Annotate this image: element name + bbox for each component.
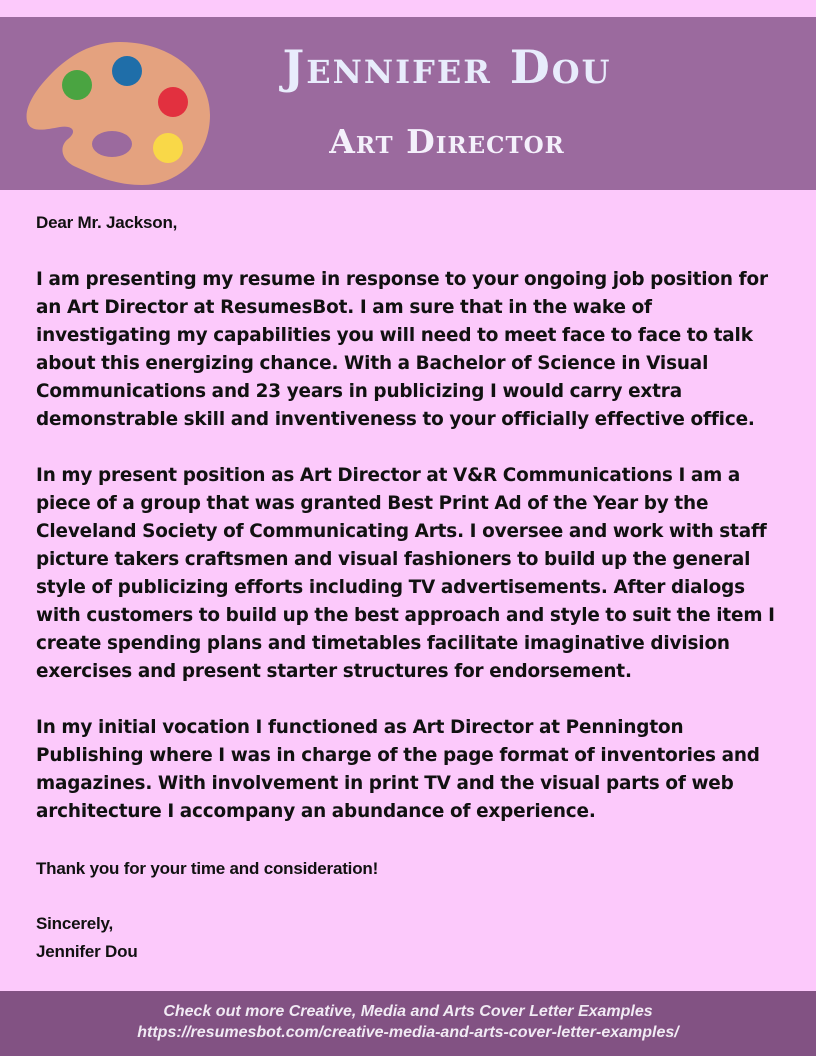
paragraph-current-role: In my present position as Art Director at V&R Communications I am a piece of a group that was granted Best Print Ad of the Year by the Cleveland Society of Communicating Arts. I oversee and work with staff picture takers craftsmen and visual fashioners to build up the general style of publicizing efforts including TV advertisements. After dialogs with customers to build up the best approach and style to suit the item I create spending plans and timetables facilitate imaginative division exercises and present starter structures for endorsement. [36, 465, 775, 682]
footer-link[interactable]: https://resumesbot.com/creative-media-and-arts-cover-letter-examples/ [137, 1024, 679, 1041]
signature-name: Jennifer Dou [36, 942, 138, 961]
header-band [0, 17, 816, 190]
footer-promo-text: Check out more Creative, Media and Arts Cover Letter Examples [163, 1003, 653, 1020]
thanks-line: Thank you for your time and consideration! [36, 859, 379, 878]
paragraph-intro: I am presenting my resume in response to your ongoing job position for an Art Director at ResumesBot. I am sure that in the wake of investigating my capabilities you will need to meet face to face to talk about this energizing chance. With a Bachelor of Science in Visual Communications and 23 years in publicizing I would carry extra demonstrable skill and inventiveness to your officially effective office. [36, 269, 768, 430]
applicant-name: Jennifer Dou [282, 40, 612, 94]
paint-red [158, 87, 188, 117]
paint-yellow [153, 133, 183, 163]
salutation: Dear Mr. Jackson, [36, 213, 178, 232]
palette-thumb-hole [92, 131, 132, 157]
palette-icon [22, 37, 212, 187]
job-title: Art Director [329, 122, 565, 161]
paint-green [62, 70, 92, 100]
top-strip [0, 0, 816, 17]
closing: Sincerely, [36, 914, 114, 933]
letter-body [36, 208, 788, 966]
footer-band [0, 991, 816, 1056]
paragraph-previous-role: In my initial vocation I functioned as Art Director at Pennington Publishing where I was in charge of the page format of inventories and magazines. With involvement in print TV and the visual parts of web architecture I accompany an abundance of experience. [36, 717, 760, 822]
paint-blue [112, 56, 142, 86]
